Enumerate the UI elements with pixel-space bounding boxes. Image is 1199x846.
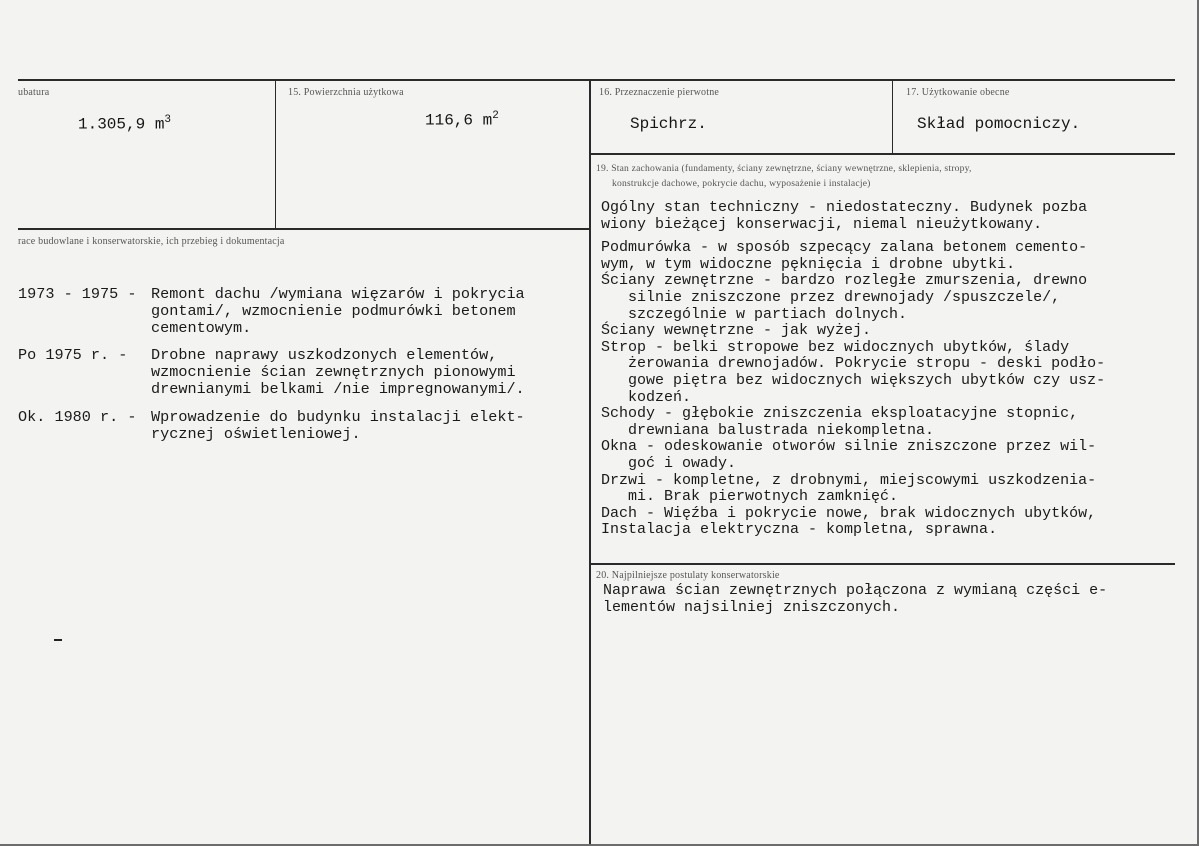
kubatura-value: [78, 114, 171, 133]
left-mid-rule: [18, 228, 590, 230]
przeznaczenie-label: 16. Przeznaczenie pierwotne: [599, 87, 720, 98]
uzytkowanie-value: Skład pomocniczy.: [917, 115, 1081, 133]
text-line: żerowania drewnojadów. Pokrycie stropu - deski podło-: [601, 355, 1106, 373]
prace-entries: [18, 286, 588, 442]
powierzchnia-number: 116,6 m: [425, 111, 493, 130]
prace-entry-text: [151, 286, 588, 336]
text-line: Ściany wewnętrzne - jak wyżej.: [601, 322, 872, 340]
text-line: Drobne naprawy uszkodzonych elementów,: [151, 346, 498, 365]
stan-label-line1: 19. Stan zachowania (fundamenty, ściany zewnętrzne, ściany wewnętrzne, sklepienia, stropy,: [596, 163, 972, 174]
prace-entry-date: Ok. 1980 r. -: [18, 407, 137, 426]
text-line: Strop - belki stropowe bez widocznych ubytków, ślady: [601, 338, 1070, 356]
postulaty-text: [603, 583, 1173, 616]
kubatura-number: 1.305,9 m: [78, 115, 165, 134]
text-line: gontami/, wzmocnienie podmurówki betonem: [151, 301, 516, 320]
powierzchnia-unit-exp: 2: [492, 110, 499, 122]
prace-entry: [18, 347, 588, 397]
uzytkowanie-label: 17. Użytkowanie obecne: [906, 87, 1010, 98]
col-divider-3: [892, 81, 893, 153]
top-rule: [18, 79, 1175, 81]
text-line: gowe piętra bez widocznych większych ubytków czy usz-: [601, 371, 1106, 389]
text-line: goć i owady.: [601, 454, 737, 472]
powierzchnia-label: 15. Powierzchnia użytkowa: [288, 87, 404, 98]
text-line: wym, w tym widoczne pęknięcia i drobne ubytki.: [601, 255, 1016, 273]
text-line: cementowym.: [151, 318, 252, 337]
prace-entry: [18, 409, 588, 443]
text-line: Remont dachu /wymiana więzarów i pokrycia: [151, 285, 525, 303]
prace-entry: [18, 286, 588, 336]
text-line: mi. Brak pierwotnych zamknięć.: [601, 488, 899, 506]
text-line: drewniana balustrada niekompletna.: [601, 421, 935, 439]
stan-paragraph: [601, 240, 1171, 539]
stan-paragraph: [601, 200, 1171, 233]
postulaty-label: 20. Najpilniejsze postulaty konserwatorskie: [596, 570, 780, 581]
text-line: Okna - odeskowanie otworów silnie zniszczone przez wil-: [601, 438, 1097, 456]
kubatura-label: ubatura: [18, 87, 50, 98]
text-line: lementów najsilniej zniszczonych.: [603, 598, 901, 616]
text-line: Drzwi - kompletne, z drobnymi, miejscowymi uszkodzenia-: [601, 471, 1097, 489]
right-rule-2: [591, 563, 1175, 565]
text-line: rycznej oświetleniowej.: [151, 424, 361, 443]
prace-entry-date: 1973 - 1975 -: [18, 285, 137, 303]
text-line: Podmurówka - w sposób szpecący zalana betonem cemento-: [601, 239, 1088, 257]
prace-entry-text: [151, 409, 588, 443]
text-line: Instalacja elektryczna - kompletna, sprawna.: [601, 521, 998, 539]
prace-entry-date: Po 1975 r. -: [18, 346, 128, 365]
text-line: szczególnie w partiach dolnych.: [601, 305, 908, 323]
powierzchnia-value: [425, 110, 499, 129]
col-divider-1: [275, 81, 276, 229]
text-line: silnie zniszczone przez drewnojady /spuszczele/,: [601, 288, 1061, 306]
stan-label-line2: konstrukcje dachowe, pokrycie dachu, wyposażenie i instalacje): [612, 178, 871, 189]
prace-label: race budowlane i konserwatorskie, ich przebieg i dokumentacja: [18, 236, 285, 247]
text-line: kodzeń.: [601, 388, 692, 406]
text-line: Schody - głębokie zniszczenia eksploatacyjne stopnic,: [601, 405, 1079, 423]
right-rule-1: [591, 153, 1175, 155]
text-line: Wprowadzenie do budynku instalacji elekt-: [151, 407, 525, 426]
text-line: Naprawa ścian zewnętrznych połączona z wymianą części e-: [603, 582, 1108, 599]
stray-mark: [54, 639, 62, 641]
kubatura-unit-exp: 3: [164, 114, 172, 126]
przeznaczenie-value: Spichrz.: [630, 115, 707, 133]
text-line: drewnianymi belkami /nie impregnowanymi/.: [151, 379, 525, 398]
stan-text: [601, 200, 1171, 539]
col-divider-main: [589, 81, 591, 846]
text-line: wzmocnienie ścian zewnętrznych pionowymi: [151, 363, 516, 382]
text-line: Ściany zewnętrzne - bardzo rozległe zmurszenia, drewno: [601, 272, 1088, 290]
text-line: Ogólny stan techniczny - niedostateczny. Budynek pozba: [601, 199, 1088, 216]
text-line: Dach - Więźba i pokrycie nowe, brak widocznych ubytków,: [601, 504, 1097, 522]
prace-entry-text: [151, 347, 588, 397]
text-line: wiony bieżącej konserwacji, niemal nieużytkowany.: [601, 215, 1043, 233]
